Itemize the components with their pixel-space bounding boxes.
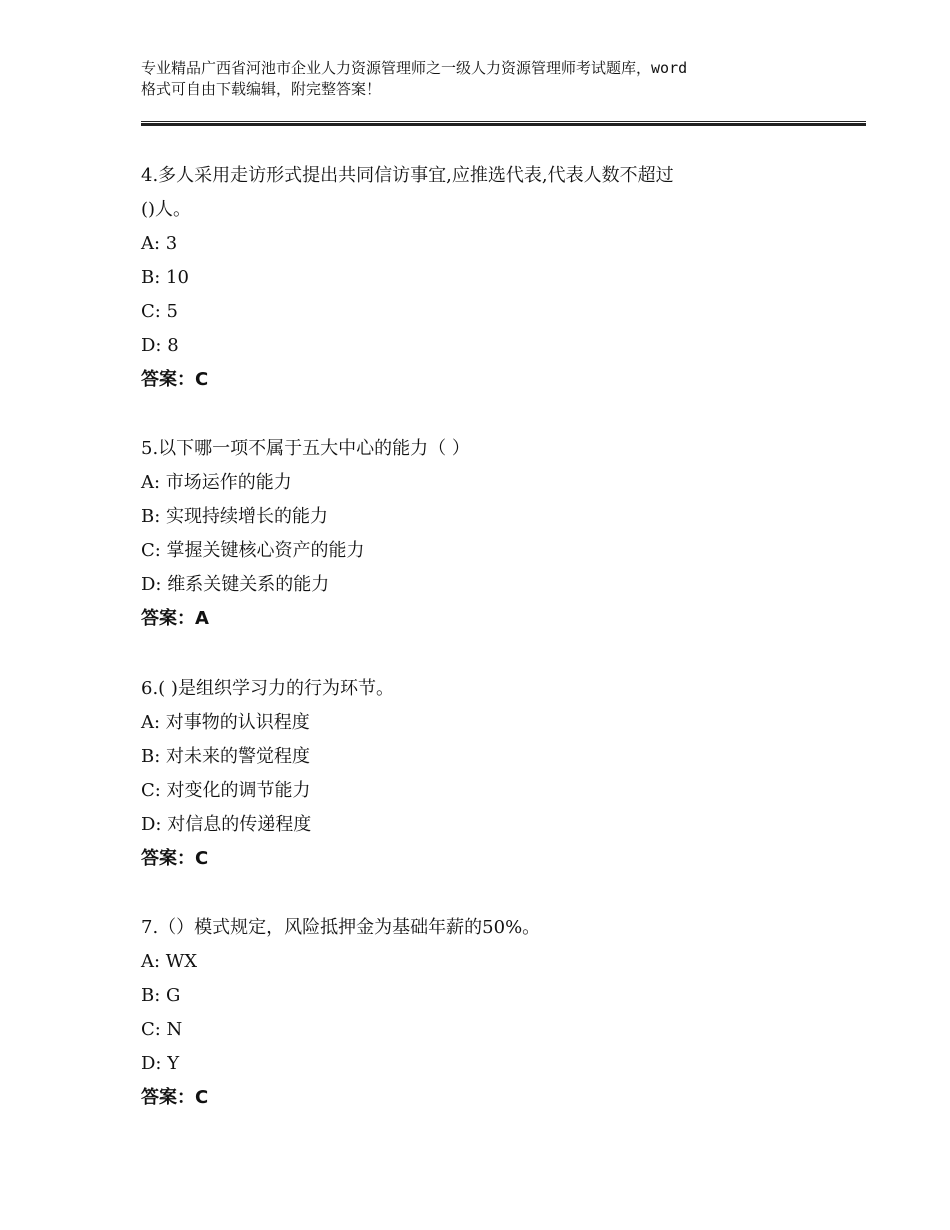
- option-d: D: 对信息的传递程度: [141, 814, 312, 835]
- option-c: C: 5: [141, 301, 179, 322]
- question-stem-continued: ()人。: [141, 199, 192, 220]
- option-a: A: 市场运作的能力: [141, 472, 292, 493]
- option-c: C: 对变化的调节能力: [141, 780, 311, 801]
- option-d: D: 维系关键关系的能力: [141, 574, 330, 595]
- header-line-1: 专业精品广西省河池市企业人力资源管理师之一级人力资源管理师考试题库，word: [141, 59, 688, 77]
- header-divider: [141, 121, 866, 126]
- answer-line: 答案：C: [141, 848, 209, 869]
- answer-line: 答案：C: [141, 369, 209, 390]
- option-b: B: 实现持续增长的能力: [141, 506, 329, 527]
- answer-line: 答案：C: [141, 1087, 209, 1108]
- question-5: [141, 432, 841, 636]
- option-b: B: G: [141, 985, 181, 1006]
- question-stem: 4.多人采用走访形式提出共同信访事宜,应推选代表,代表人数不超过: [141, 165, 674, 186]
- question-4: [141, 159, 841, 397]
- option-d: D: Y: [141, 1053, 180, 1074]
- question-stem: 7.（）模式规定，风险抵押金为基础年薪的50%。: [141, 917, 541, 938]
- option-b: B: 对未来的警觉程度: [141, 746, 311, 767]
- option-a: A: WX: [141, 951, 198, 972]
- answer-line: 答案：A: [141, 608, 209, 629]
- option-b: B: 10: [141, 267, 189, 288]
- option-c: C: 掌握关键核心资产的能力: [141, 540, 365, 561]
- header-line-2: 格式可自由下载编辑，附完整答案！: [141, 80, 382, 98]
- question-stem: 6.( )是组织学习力的行为环节。: [141, 678, 394, 699]
- option-d: D: 8: [141, 335, 179, 356]
- question-6: [141, 672, 841, 876]
- option-a: A: 3: [141, 233, 178, 254]
- option-a: A: 对事物的认识程度: [141, 712, 310, 733]
- option-c: C: N: [141, 1019, 183, 1040]
- question-7: [141, 911, 841, 1115]
- document-header: [141, 58, 831, 100]
- question-stem: 5.以下哪一项不属于五大中心的能力（ ）: [141, 438, 470, 459]
